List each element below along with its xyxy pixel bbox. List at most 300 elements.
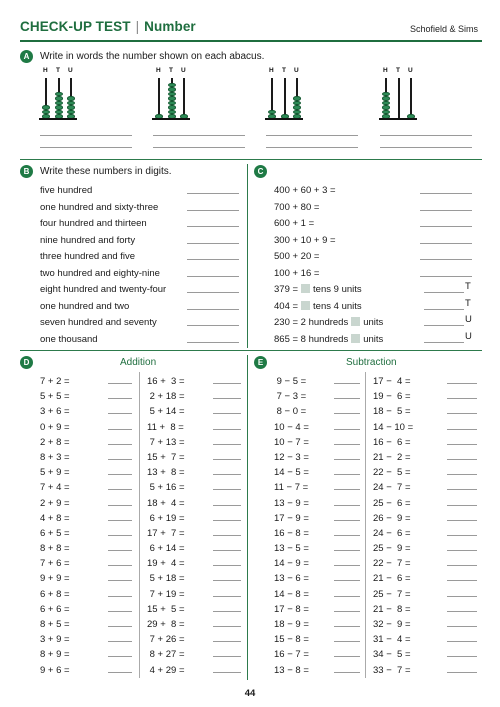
- list-item: [40, 246, 240, 263]
- partition-expression: [274, 301, 362, 312]
- sum-row: [373, 644, 481, 659]
- answer-line[interactable]: [420, 210, 472, 211]
- sum-row: [373, 523, 481, 538]
- sum-expression: 25 − 6 =: [373, 497, 411, 509]
- list-item: [274, 246, 484, 263]
- sum-expression: 4 + 8 =: [40, 512, 70, 524]
- answer-line[interactable]: [187, 210, 239, 211]
- sum-row: [40, 644, 135, 659]
- number-words: one thousand: [40, 333, 98, 345]
- answer-line[interactable]: [334, 611, 360, 612]
- sum-row: [147, 462, 242, 477]
- page-title: CHECK-UP TEST | Number: [20, 19, 196, 34]
- answer-line[interactable]: [447, 656, 477, 657]
- answer-line[interactable]: [424, 292, 464, 293]
- test-subject: Number: [144, 19, 196, 34]
- abacus-bead: [67, 110, 75, 115]
- answer-line[interactable]: [447, 429, 477, 430]
- answer-line[interactable]: [108, 520, 132, 521]
- answer-line[interactable]: [108, 611, 132, 612]
- sum-row: [40, 538, 135, 553]
- partition-expression: [274, 284, 362, 295]
- answer-line[interactable]: [447, 444, 477, 445]
- answer-line[interactable]: [420, 276, 472, 277]
- abacus-1: [40, 64, 140, 154]
- sum-row: [147, 523, 242, 538]
- answer-line[interactable]: [213, 444, 241, 445]
- sum-row: [40, 417, 135, 432]
- sum-row: [147, 417, 242, 432]
- answer-line[interactable]: [153, 135, 245, 136]
- sum-row: [373, 477, 481, 492]
- sum-expression: 19 + 4 =: [147, 558, 185, 570]
- sum-expression: 13 − 8 =: [274, 664, 309, 676]
- list-item: [40, 180, 240, 197]
- answer-line[interactable]: [266, 147, 358, 148]
- abacus-label-t: T: [56, 67, 60, 74]
- answer-line[interactable]: [213, 520, 241, 521]
- answer-line[interactable]: [447, 641, 477, 642]
- answer-line[interactable]: [447, 565, 477, 566]
- sum-row: [40, 614, 135, 629]
- answer-line[interactable]: [213, 429, 241, 430]
- answer-line[interactable]: [108, 505, 132, 506]
- answer-line[interactable]: [213, 474, 241, 475]
- sum-expression: 7 + 4 =: [40, 482, 70, 494]
- section-bc-divider: [247, 164, 248, 348]
- sum-expression: 15 + 7 =: [147, 451, 185, 463]
- answer-line[interactable]: [213, 550, 241, 551]
- answer-line[interactable]: [420, 259, 472, 260]
- section-b-list: [40, 180, 240, 345]
- list-item: [40, 312, 240, 329]
- sum-expression: 8 + 9 =: [40, 649, 70, 661]
- partition-end: tens 9 units: [313, 284, 362, 295]
- abacus-bead: [293, 96, 301, 101]
- answer-line[interactable]: [108, 641, 132, 642]
- answer-line[interactable]: [334, 489, 360, 490]
- sum-expression: 9 + 6 =: [40, 664, 70, 676]
- answer-line[interactable]: [334, 459, 360, 460]
- answer-line[interactable]: [334, 429, 360, 430]
- subtraction-title: Subtraction: [346, 357, 397, 368]
- list-item: [274, 329, 484, 346]
- sum-expression: 14 − 8 =: [274, 588, 309, 600]
- list-item: [40, 263, 240, 280]
- answer-line[interactable]: [447, 505, 477, 506]
- sum-row: [373, 417, 481, 432]
- answer-line[interactable]: [108, 444, 132, 445]
- sum-row: [274, 432, 369, 447]
- sum-row: [274, 386, 369, 401]
- abacus-bead: [168, 96, 176, 101]
- sum-row: [373, 584, 481, 599]
- place-value-letter: T: [465, 297, 471, 309]
- abacus-bead: [42, 105, 50, 110]
- abacus-bead: [168, 92, 176, 97]
- sum-row: [274, 584, 369, 599]
- sum-expression: 16 − 7 =: [274, 649, 309, 661]
- answer-line[interactable]: [334, 672, 360, 673]
- sum-row: [373, 660, 481, 675]
- partition-start: 230 = 2 hundreds: [274, 317, 349, 328]
- sum-expression: 6 + 19 =: [147, 512, 185, 524]
- sum-expression: 8 + 8 =: [40, 543, 70, 555]
- answer-line[interactable]: [424, 342, 464, 343]
- sum-row: [147, 477, 242, 492]
- sum-row: [274, 553, 369, 568]
- section-c-badge: C: [254, 165, 267, 178]
- answer-line[interactable]: [447, 459, 477, 460]
- sum-row: [274, 508, 369, 523]
- list-item: [274, 230, 484, 247]
- answer-line[interactable]: [187, 193, 239, 194]
- abacus-label-h: H: [269, 67, 274, 74]
- sum-expression: 6 + 6 =: [40, 603, 70, 615]
- expression: 500 + 20 =: [274, 251, 320, 262]
- sum-row: [274, 401, 369, 416]
- sum-row: [373, 553, 481, 568]
- sum-row: [274, 493, 369, 508]
- answer-line[interactable]: [213, 641, 241, 642]
- sum-row: [274, 523, 369, 538]
- sum-row: [147, 493, 242, 508]
- abacus-label-t: T: [396, 67, 400, 74]
- answer-line[interactable]: [108, 459, 132, 460]
- answer-line[interactable]: [108, 565, 132, 566]
- list-item: [40, 197, 240, 214]
- sum-row: [274, 538, 369, 553]
- answer-line[interactable]: [334, 656, 360, 657]
- abacus-label-u: U: [68, 67, 73, 74]
- answer-line[interactable]: [213, 459, 241, 460]
- abacus-bead: [168, 87, 176, 92]
- addition-column-1: [40, 371, 135, 675]
- expression: 400 + 60 + 3 =: [274, 185, 336, 196]
- sum-expression: 2 + 9 =: [40, 497, 70, 509]
- answer-line[interactable]: [213, 398, 241, 399]
- sum-row: [274, 447, 369, 462]
- sum-expression: 7 + 2 =: [40, 376, 70, 387]
- answer-line[interactable]: [108, 474, 132, 475]
- sum-row: [147, 371, 242, 386]
- abacus-bead: [55, 92, 63, 97]
- sum-expression: 5 + 9 =: [40, 467, 70, 479]
- abacus-bead: [382, 101, 390, 106]
- sum-row: [40, 477, 135, 492]
- answer-line[interactable]: [420, 226, 472, 227]
- answer-line[interactable]: [187, 292, 239, 293]
- sum-row: [147, 553, 242, 568]
- sum-expression: 18 − 9 =: [274, 619, 309, 630]
- answer-line[interactable]: [108, 596, 132, 597]
- sum-expression: 17 − 9 =: [274, 512, 309, 524]
- sum-expression: 4 + 29 =: [147, 664, 185, 676]
- sum-expression: 6 + 14 =: [147, 543, 185, 555]
- sum-row: [373, 599, 481, 614]
- number-words: five hundred: [40, 185, 93, 196]
- partition-expression: [274, 334, 383, 345]
- partition-start: 379 =: [274, 284, 299, 295]
- answer-line[interactable]: [447, 550, 477, 551]
- answer-line[interactable]: [187, 342, 239, 343]
- answer-line[interactable]: [213, 611, 241, 612]
- answer-line[interactable]: [447, 626, 477, 627]
- abacus-label-t: T: [282, 67, 286, 74]
- number-words: four hundred and thirteen: [40, 218, 147, 229]
- sum-expression: 0 + 9 =: [40, 421, 70, 433]
- sum-expression: 8 + 27 =: [147, 649, 185, 661]
- list-item: [40, 230, 240, 247]
- answer-line[interactable]: [447, 413, 477, 414]
- sum-expression: 25 − 7 =: [373, 588, 411, 600]
- expression: 300 + 10 + 9 =: [274, 234, 336, 246]
- answer-line[interactable]: [334, 474, 360, 475]
- abacus-base: [379, 118, 417, 120]
- answer-line[interactable]: [447, 535, 477, 536]
- answer-line[interactable]: [213, 626, 241, 627]
- answer-line[interactable]: [334, 596, 360, 597]
- sum-expression: 21 − 2 =: [373, 451, 411, 463]
- sum-row: [147, 568, 242, 583]
- abacus-bead: [168, 105, 176, 110]
- answer-line[interactable]: [213, 505, 241, 506]
- abacus-bead: [67, 105, 75, 110]
- sum-expression: 24 − 6 =: [373, 527, 411, 539]
- answer-line[interactable]: [334, 565, 360, 566]
- subtraction-divider: [365, 372, 366, 678]
- answer-line[interactable]: [424, 309, 464, 310]
- answer-line[interactable]: [213, 413, 241, 414]
- sum-row: [147, 599, 242, 614]
- answer-line[interactable]: [334, 520, 360, 521]
- answer-line[interactable]: [108, 535, 132, 536]
- sum-expression: 17 − 4 =: [373, 376, 411, 387]
- partition-start: 404 =: [274, 300, 299, 312]
- list-item: [274, 263, 484, 280]
- answer-line[interactable]: [447, 398, 477, 399]
- sum-expression: 16 − 8 =: [274, 527, 309, 539]
- section-d-badge: D: [20, 356, 33, 369]
- addition-column-2: [147, 371, 242, 675]
- abacus-label-t: T: [169, 67, 173, 74]
- answer-line[interactable]: [108, 580, 132, 581]
- sum-expression: 5 + 16 =: [147, 482, 185, 494]
- answer-line[interactable]: [40, 135, 132, 136]
- answer-line[interactable]: [334, 505, 360, 506]
- answer-line[interactable]: [266, 135, 358, 136]
- answer-line[interactable]: [334, 444, 360, 445]
- answer-line[interactable]: [447, 474, 477, 475]
- answer-line[interactable]: [108, 383, 132, 384]
- list-item: [40, 329, 240, 346]
- answer-line[interactable]: [213, 656, 241, 657]
- answer-line[interactable]: [108, 656, 132, 657]
- answer-line[interactable]: [447, 520, 477, 521]
- section-b-rule: [20, 350, 482, 351]
- abacus-rod-t: [284, 78, 286, 118]
- sum-row: [373, 386, 481, 401]
- list-item: [274, 296, 484, 313]
- answer-line[interactable]: [213, 672, 241, 673]
- answer-line[interactable]: [108, 626, 132, 627]
- abacus-bead: [55, 101, 63, 106]
- number-words: three hundred and five: [40, 251, 136, 262]
- sum-row: [40, 523, 135, 538]
- publisher-name: Schofield & Sims: [409, 24, 478, 34]
- answer-line[interactable]: [187, 243, 239, 244]
- partition-end: units: [363, 333, 384, 345]
- answer-line[interactable]: [213, 383, 241, 384]
- sum-row: [274, 417, 369, 432]
- answer-line[interactable]: [447, 489, 477, 490]
- sum-expression: 22 − 7 =: [373, 558, 411, 570]
- answer-line[interactable]: [108, 672, 132, 673]
- sum-row: [147, 386, 242, 401]
- sum-row: [40, 599, 135, 614]
- answer-line[interactable]: [213, 535, 241, 536]
- sum-expression: 14 − 10 =: [373, 421, 414, 433]
- answer-line[interactable]: [420, 243, 472, 244]
- sum-expression: 12 − 3 =: [274, 451, 309, 463]
- sum-expression: 8 + 3 =: [40, 451, 70, 463]
- sum-row: [373, 629, 481, 644]
- answer-line[interactable]: [380, 147, 472, 148]
- sum-expression: 7 + 26 =: [147, 634, 185, 646]
- answer-line[interactable]: [187, 309, 239, 310]
- answer-line[interactable]: [213, 596, 241, 597]
- sum-row: [40, 493, 135, 508]
- answer-line[interactable]: [380, 135, 472, 136]
- sum-expression: 18 − 5 =: [373, 406, 411, 418]
- answer-line[interactable]: [420, 193, 472, 194]
- header-rule: [20, 40, 482, 42]
- section-a-badge: A: [20, 50, 33, 63]
- sum-expression: 3 + 9 =: [40, 634, 70, 646]
- answer-line[interactable]: [213, 565, 241, 566]
- abacus-label-u: U: [294, 67, 299, 74]
- sum-expression: 31 − 4 =: [373, 634, 411, 646]
- sum-expression: 13 − 9 =: [274, 497, 309, 509]
- sum-row: [373, 508, 481, 523]
- sum-expression: 16 + 3 =: [147, 376, 185, 387]
- addition-divider: [139, 372, 140, 678]
- abacus-base: [152, 118, 190, 120]
- answer-line[interactable]: [187, 276, 239, 277]
- sum-row: [147, 401, 242, 416]
- sum-expression: 21 − 8 =: [373, 603, 411, 615]
- answer-line[interactable]: [213, 580, 241, 581]
- answer-line[interactable]: [334, 641, 360, 642]
- abacus-rod-t: [398, 78, 400, 118]
- answer-line[interactable]: [213, 489, 241, 490]
- sum-row: [147, 447, 242, 462]
- addition-title: Addition: [120, 357, 157, 368]
- sum-row: [274, 660, 369, 675]
- sum-expression: 19 − 6 =: [373, 391, 411, 403]
- answer-line[interactable]: [108, 429, 132, 430]
- partition-end: units: [363, 317, 384, 328]
- sum-expression: 10 − 7 =: [274, 436, 309, 448]
- sum-row: [40, 371, 135, 386]
- answer-line[interactable]: [447, 580, 477, 581]
- sum-expression: 8 − 0 =: [274, 406, 307, 418]
- answer-line[interactable]: [187, 325, 239, 326]
- answer-line[interactable]: [447, 383, 477, 384]
- sum-expression: 13 − 5 =: [274, 543, 309, 555]
- sum-row: [40, 660, 135, 675]
- answer-line[interactable]: [187, 259, 239, 260]
- sum-expression: 8 + 5 =: [40, 619, 70, 630]
- answer-line[interactable]: [334, 383, 360, 384]
- section-b-badge: B: [20, 165, 33, 178]
- number-words: one hundred and two: [40, 300, 130, 312]
- answer-line[interactable]: [334, 535, 360, 536]
- abacus-label-u: U: [181, 67, 186, 74]
- sum-row: [373, 614, 481, 629]
- abacus-bead: [168, 83, 176, 88]
- answer-line[interactable]: [40, 147, 132, 148]
- answer-line[interactable]: [334, 413, 360, 414]
- expression: 100 + 16 =: [274, 267, 320, 279]
- answer-line[interactable]: [108, 489, 132, 490]
- partition-start: 865 = 8 hundreds: [274, 333, 349, 345]
- sum-expression: 21 − 6 =: [373, 573, 411, 585]
- sum-row: [40, 432, 135, 447]
- abacus-rod-u: [183, 78, 185, 118]
- sum-expression: 11 + 8 =: [147, 421, 184, 433]
- sum-expression: 5 + 14 =: [147, 406, 185, 418]
- list-item: [274, 213, 484, 230]
- answer-line[interactable]: [108, 413, 132, 414]
- abacus-bead: [382, 110, 390, 115]
- answer-line[interactable]: [447, 596, 477, 597]
- answer-line[interactable]: [108, 550, 132, 551]
- abacus-label-h: H: [156, 67, 161, 74]
- answer-line[interactable]: [334, 398, 360, 399]
- answer-line[interactable]: [424, 325, 464, 326]
- abacus-base: [265, 118, 303, 120]
- abacus-bead: [55, 105, 63, 110]
- sum-row: [147, 538, 242, 553]
- answer-line[interactable]: [153, 147, 245, 148]
- abacus-bead: [382, 96, 390, 101]
- sum-expression: 7 + 19 =: [147, 588, 185, 600]
- sum-expression: 6 + 8 =: [40, 588, 70, 600]
- answer-line[interactable]: [334, 580, 360, 581]
- sum-row: [147, 508, 242, 523]
- sum-expression: 13 − 6 =: [274, 573, 309, 585]
- test-title: CHECK-UP TEST: [20, 19, 131, 34]
- section-a-instruction: Write in words the number shown on each abacus.: [40, 51, 265, 62]
- section-b-instruction: Write these numbers in digits.: [40, 166, 172, 177]
- sum-row: [40, 568, 135, 583]
- sum-expression: 24 − 7 =: [373, 482, 411, 494]
- sum-expression: 7 − 3 =: [274, 391, 307, 403]
- sum-expression: 14 − 5 =: [274, 467, 309, 479]
- answer-line[interactable]: [108, 398, 132, 399]
- sum-expression: 15 + 5 =: [147, 603, 185, 615]
- sum-expression: 13 + 8 =: [147, 467, 185, 479]
- answer-line[interactable]: [447, 672, 477, 673]
- answer-line[interactable]: [187, 226, 239, 227]
- abacus-bead: [293, 110, 301, 115]
- abacus-3: [266, 64, 366, 154]
- answer-line[interactable]: [447, 611, 477, 612]
- answer-line[interactable]: [334, 550, 360, 551]
- answer-line[interactable]: [334, 626, 360, 627]
- list-item: [40, 296, 240, 313]
